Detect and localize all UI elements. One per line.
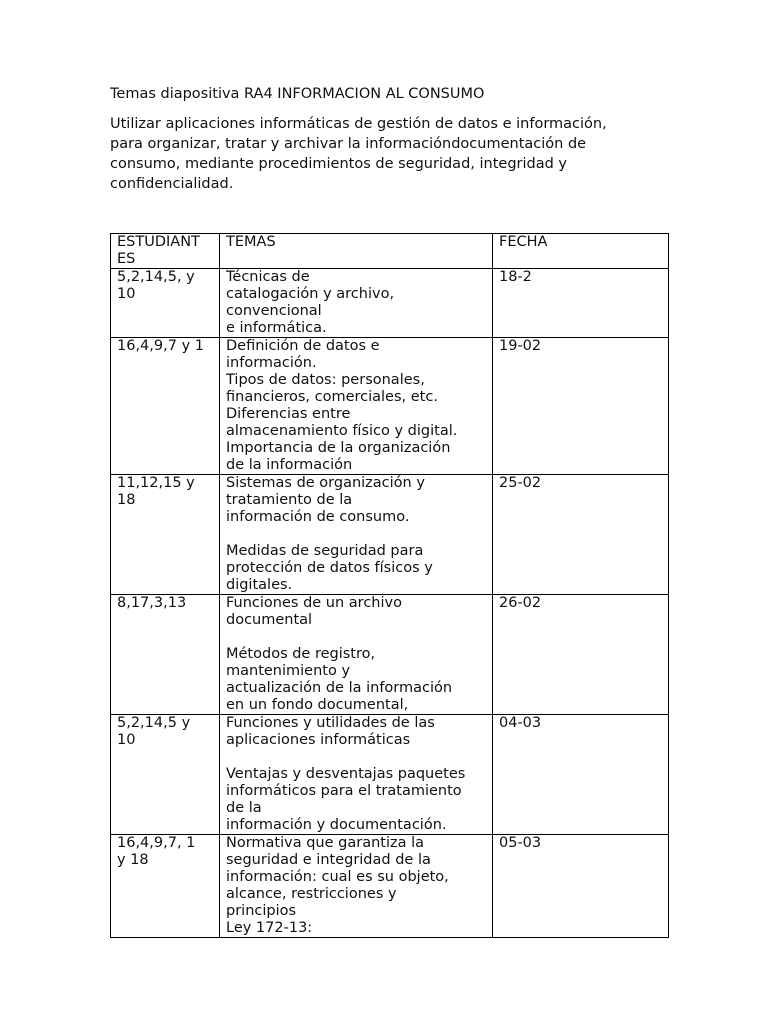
- cell-line: Importancia de la organización: [226, 440, 451, 456]
- cell-line: financieros, comerciales, etc.: [226, 389, 438, 405]
- cell-line: Ventajas y desventajas paquetes: [226, 766, 466, 782]
- cell-line: 19-02: [499, 338, 542, 354]
- cell-line: 04-03: [499, 715, 542, 731]
- cell-temas: [220, 338, 493, 475]
- cell-temas: [220, 269, 493, 338]
- intro-paragraph: [110, 114, 670, 194]
- header-fecha: FECHA: [493, 234, 669, 269]
- table-row: [111, 338, 669, 475]
- cell-line: Métodos de registro,: [226, 646, 376, 662]
- cell-line: [226, 749, 488, 766]
- intro-line: para organizar, tratar y archivar la informacióndocumentación de: [110, 136, 587, 152]
- cell-line: Diferencias entre: [226, 406, 351, 422]
- cell-line: 11,12,15 y: [117, 475, 195, 491]
- cell-line: protección de datos físicos y: [226, 560, 433, 576]
- table-row: [111, 595, 669, 715]
- cell-line: 16,4,9,7, 1: [117, 835, 196, 851]
- cell-line: Funciones y utilidades de las: [226, 715, 435, 731]
- cell-line: Tipos de datos: personales,: [226, 372, 425, 388]
- cell-line: digitales.: [226, 577, 293, 593]
- cell-line: aplicaciones informáticas: [226, 732, 411, 748]
- cell-line: Técnicas de: [226, 269, 310, 285]
- cell-estudiantes: [111, 595, 220, 715]
- cell-line: principios: [226, 903, 297, 919]
- cell-line: de la información: [226, 457, 353, 473]
- cell-line: seguridad e integridad de la: [226, 852, 431, 868]
- cell-line: [226, 629, 488, 646]
- cell-line: [226, 526, 488, 543]
- cell-line: Normativa que garantiza la: [226, 835, 425, 851]
- cell-line: de la: [226, 800, 262, 816]
- cell-fecha: [493, 835, 669, 938]
- cell-fecha: [493, 715, 669, 835]
- cell-line: información de consumo.: [226, 509, 410, 525]
- cell-temas: [220, 835, 493, 938]
- table-row: [111, 715, 669, 835]
- cell-line: e informática.: [226, 320, 327, 336]
- cell-line: alcance, restricciones y: [226, 886, 397, 902]
- cell-line: 10: [117, 732, 136, 748]
- cell-line: y 18: [117, 852, 149, 868]
- cell-line: información: cual es su objeto,: [226, 869, 449, 885]
- cell-temas: [220, 595, 493, 715]
- cell-line: 05-03: [499, 835, 542, 851]
- cell-line: Funciones de un archivo: [226, 595, 402, 611]
- cell-line: Ley 172-13:: [226, 920, 313, 936]
- cell-line: Definición de datos e: [226, 338, 380, 354]
- table-header-row: [111, 234, 669, 269]
- cell-line: 16,4,9,7 y 1: [117, 338, 204, 354]
- intro-line: consumo, mediante procedimientos de seguridad, integridad y: [110, 156, 567, 172]
- intro-line: Utilizar aplicaciones informáticas de gestión de datos e información,: [110, 116, 607, 132]
- intro-line: confidencialidad.: [110, 176, 234, 192]
- cell-line: 8,17,3,13: [117, 595, 187, 611]
- cell-estudiantes: [111, 835, 220, 938]
- cell-line: 18-2: [499, 269, 532, 285]
- cell-line: informáticos para el tratamiento: [226, 783, 462, 799]
- cell-line: 18: [117, 492, 136, 508]
- header-estudiantes: ESTUDIANT ES: [111, 234, 220, 269]
- table-row: [111, 269, 669, 338]
- document-title: Temas diapositiva RA4 INFORMACION AL CONSUMO: [110, 86, 485, 102]
- cell-line: Sistemas de organización y: [226, 475, 425, 491]
- cell-estudiantes: [111, 338, 220, 475]
- cell-temas: [220, 715, 493, 835]
- header-temas: TEMAS: [220, 234, 493, 269]
- cell-line: información y documentación.: [226, 817, 447, 833]
- table-row: [111, 475, 669, 595]
- cell-fecha: [493, 595, 669, 715]
- cell-estudiantes: [111, 475, 220, 595]
- cell-line: tratamiento de la: [226, 492, 353, 508]
- cell-fecha: [493, 338, 669, 475]
- table-row: [111, 835, 669, 938]
- cell-line: 5,2,14,5 y: [117, 715, 191, 731]
- cell-fecha: [493, 475, 669, 595]
- cell-line: mantenimiento y: [226, 663, 351, 679]
- cell-line: 5,2,14,5, y: [117, 269, 195, 285]
- cell-line: Medidas de seguridad para: [226, 543, 424, 559]
- cell-line: catalogación y archivo,: [226, 286, 395, 302]
- cell-estudiantes: [111, 715, 220, 835]
- cell-line: información.: [226, 355, 317, 371]
- cell-estudiantes: [111, 269, 220, 338]
- cell-line: 10: [117, 286, 136, 302]
- cell-line: 25-02: [499, 475, 542, 491]
- cell-line: 26-02: [499, 595, 542, 611]
- cell-line: almacenamiento físico y digital.: [226, 423, 458, 439]
- cell-temas: [220, 475, 493, 595]
- cell-line: en un fondo documental,: [226, 697, 409, 713]
- cell-line: actualización de la información: [226, 680, 453, 696]
- cell-line: convencional: [226, 303, 322, 319]
- topics-table: [110, 233, 669, 938]
- cell-fecha: [493, 269, 669, 338]
- cell-line: documental: [226, 612, 313, 628]
